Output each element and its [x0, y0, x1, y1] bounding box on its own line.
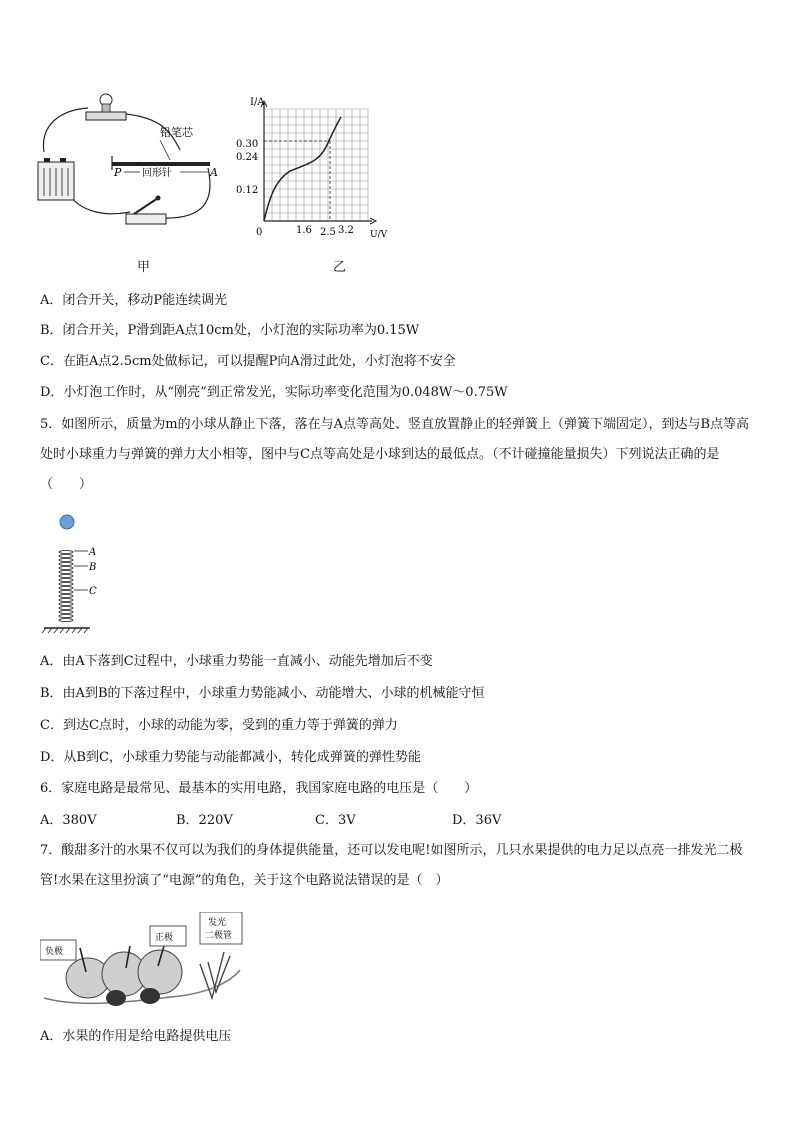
spring-label-b: B	[89, 562, 97, 573]
point-a-label: A	[210, 166, 218, 179]
led-label-line2: 二极管	[205, 931, 233, 941]
q4-option-c: C．在距A点2.5cm处做标记，可以提醒P向A滑过此处，小灯泡将不安全	[40, 354, 456, 369]
spring-figure	[38, 510, 98, 635]
graph-grid	[264, 109, 368, 221]
figure-jia-caption: 甲	[137, 260, 151, 275]
x-tick-label: 1.6	[296, 225, 312, 236]
figure-yi-caption: 乙	[333, 260, 347, 275]
iu-curve	[264, 117, 341, 221]
y-tick-label: 0.12	[236, 185, 259, 196]
q5-option-b: B．由A到B的下落过程中，小球重力势能减小、动能增大、小球的机械能守恒	[40, 686, 485, 701]
q5-option-c: C．到达C点时，小球的动能为零，受到的重力等于弹簧的弹力	[40, 718, 398, 733]
point-p-label: P	[114, 166, 122, 179]
q6-options	[40, 812, 560, 830]
q5-option-a: A．由A下落到C过程中，小球重力势能一直减小、动能先增加后不变	[40, 654, 433, 669]
battery-icon	[38, 158, 74, 200]
q7-option-a: A．水果的作用是给电路提供电压	[40, 1029, 232, 1044]
spring-label-a: A	[89, 547, 97, 558]
pencil-lead-label: 铅笔芯	[160, 126, 193, 139]
q7-stem: 7．酸甜多汁的水果不仅可以为我们的身体提供能量，还可以发电呢!如图所示，几只水果提供的电力足以点亮一排发光二极管!水果在这里扮演了“电源”的角色，关于这个电路说法错误的是（ ）	[40, 843, 743, 888]
bulb-icon	[86, 94, 126, 120]
spring-label-c: C	[89, 586, 97, 597]
q4-option-d: D．小灯泡工作时，从“刚亮”到正常发光，实际功率变化范围为0.048W～0.75W	[40, 385, 508, 400]
q6-option-d: D．36V	[452, 813, 502, 828]
iu-graph	[232, 95, 392, 245]
fruit-battery-figure	[40, 912, 245, 1017]
switch-icon	[126, 196, 166, 225]
pencil-lead	[112, 162, 210, 166]
q5-stem: 5．如图所示，质量为m的小球从静止下落，落在与A点等高处、竖直放置静止的轻弹簧上（弹簧下端固定），到达与B点等高处时小球重力与弹簧的弹力大小相等，图中与C点等高处是小球到达的最低点。（不计碰撞能量损失）下列说法正确的是（ ）	[40, 417, 750, 492]
q5-option-d: D．从B到C，小球重力势能与动能都减小，转化成弹簧的弹性势能	[40, 750, 421, 765]
clip-label: 回形针	[142, 168, 172, 179]
x-axis-label: U/V	[370, 230, 388, 240]
circuit-figure	[30, 90, 235, 240]
y-axis-label: I/A	[250, 97, 265, 108]
q6-stem: 6．家庭电路是最常见、最基本的实用电路，我国家庭电路的电压是（ ）	[40, 781, 478, 796]
y-tick-label: 0.30	[236, 139, 259, 150]
x-tick-label: 3.2	[338, 225, 354, 236]
q4-option-b: B．闭合开关，P滑到距A点10cm处，小灯泡的实际功率为0.15W	[40, 323, 420, 338]
q4-option-a: A．闭合开关，移动P能连续调光	[40, 293, 228, 308]
q6-option-b: B．220V	[176, 813, 233, 828]
q6-option-c: C．3V	[315, 813, 356, 828]
positive-label: 正极	[155, 933, 174, 943]
origin-label: 0	[256, 227, 263, 238]
led-label-line1: 发光	[208, 918, 227, 928]
spring-icon	[59, 551, 73, 622]
q6-option-a: A．380V	[40, 813, 97, 828]
ball-icon	[60, 515, 74, 529]
fruit-icon	[66, 950, 182, 998]
x-tick-label: 2.5	[320, 227, 336, 238]
y-tick-label: 0.24	[236, 152, 259, 163]
negative-label: 负极	[45, 947, 64, 957]
